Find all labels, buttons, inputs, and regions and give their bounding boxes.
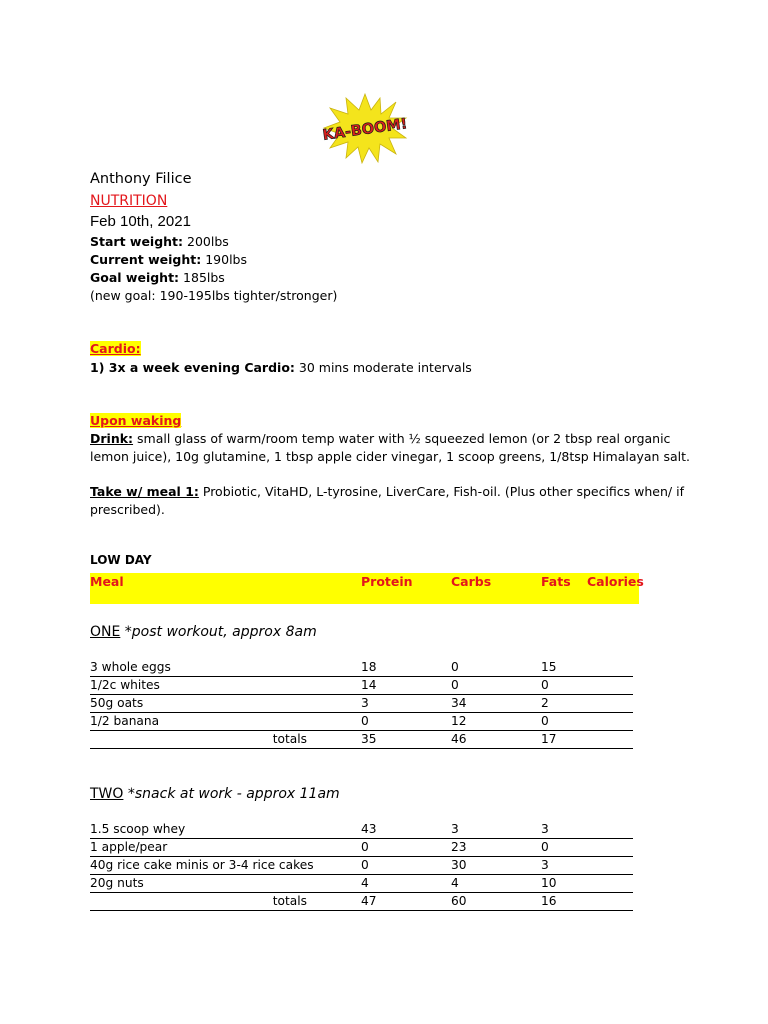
carbs-cell: 0 bbox=[451, 659, 541, 677]
current-weight-value: 190lbs bbox=[201, 252, 248, 267]
food-cell: 1.5 scoop whey bbox=[90, 821, 361, 839]
totals-carbs: 46 bbox=[451, 731, 541, 749]
meal-two-heading bbox=[90, 786, 340, 802]
carbs-cell: 3 bbox=[451, 821, 541, 839]
meal-header-bar bbox=[90, 573, 644, 604]
totals-fats: 17 bbox=[541, 731, 633, 749]
totals-protein: 47 bbox=[361, 893, 451, 911]
totals-protein: 35 bbox=[361, 731, 451, 749]
col-meal: Meal bbox=[90, 574, 124, 589]
totals-label: totals bbox=[90, 731, 361, 749]
fats-cell: 2 bbox=[541, 695, 633, 713]
table-row bbox=[90, 677, 633, 695]
food-cell: 1/2c whites bbox=[90, 677, 361, 695]
meal-two-number: TWO bbox=[90, 786, 124, 802]
table-row bbox=[90, 659, 633, 677]
table-row bbox=[90, 821, 633, 839]
fats-cell: 3 bbox=[541, 857, 633, 875]
meal-one-note: *post workout, approx 8am bbox=[120, 624, 317, 640]
start-weight-value: 200lbs bbox=[183, 234, 229, 249]
carbs-cell: 30 bbox=[451, 857, 541, 875]
table-row bbox=[90, 839, 633, 857]
food-cell: 50g oats bbox=[90, 695, 361, 713]
section-title: NUTRITION bbox=[90, 193, 168, 209]
food-cell: 3 whole eggs bbox=[90, 659, 361, 677]
protein-cell: 43 bbox=[361, 821, 451, 839]
client-name: Anthony Filice bbox=[90, 171, 192, 187]
waking-heading-text: Upon waking bbox=[90, 413, 182, 428]
totals-row bbox=[90, 893, 633, 911]
table-row bbox=[90, 713, 633, 731]
meal1-label: Take w/ meal 1: bbox=[90, 484, 199, 499]
plan-date: Feb 10th, 2021 bbox=[90, 213, 191, 230]
fats-cell: 0 bbox=[541, 713, 633, 731]
protein-cell: 18 bbox=[361, 659, 451, 677]
food-cell: 1/2 banana bbox=[90, 713, 361, 731]
col-carbs: Carbs bbox=[451, 574, 492, 589]
fats-cell: 0 bbox=[541, 839, 633, 857]
fats-cell: 3 bbox=[541, 821, 633, 839]
protein-cell: 4 bbox=[361, 875, 451, 893]
logo-text: KA-BOOM! bbox=[322, 116, 408, 144]
start-weight-label: Start weight: bbox=[90, 234, 184, 249]
drink-text: small glass of warm/room temp water with ½ squeezed lemon (or 2 tbsp real organic lemon juice), 10g glutamine, 1 tbsp apple cider vinegar, 1 scoop greens, 1/8tsp Himalayan salt. bbox=[90, 431, 690, 464]
meal-one-number: ONE bbox=[90, 624, 121, 640]
col-calories: Calories bbox=[587, 574, 644, 589]
protein-cell: 0 bbox=[361, 839, 451, 857]
carbs-cell: 0 bbox=[451, 677, 541, 695]
carbs-cell: 4 bbox=[451, 875, 541, 893]
fats-cell: 10 bbox=[541, 875, 633, 893]
kaboom-logo bbox=[322, 92, 408, 164]
table-row bbox=[90, 695, 633, 713]
col-fats: Fats bbox=[541, 574, 571, 589]
table-row bbox=[90, 857, 633, 875]
col-protein: Protein bbox=[361, 574, 413, 589]
new-goal: (new goal: 190-195lbs tighter/stronger) bbox=[90, 288, 338, 303]
goal-weight-label: Goal weight: bbox=[90, 270, 180, 285]
carbs-cell: 34 bbox=[451, 695, 541, 713]
cardio-item-value: 30 mins moderate intervals bbox=[294, 360, 472, 375]
totals-carbs: 60 bbox=[451, 893, 541, 911]
cardio-item-label: 1) 3x a week evening Cardio: bbox=[90, 360, 295, 375]
fats-cell: 15 bbox=[541, 659, 633, 677]
cardio-heading bbox=[90, 340, 141, 358]
totals-label: totals bbox=[90, 893, 361, 911]
carbs-cell: 12 bbox=[451, 713, 541, 731]
totals-fats: 16 bbox=[541, 893, 633, 911]
meal1-supplements bbox=[90, 483, 690, 518]
meal1-text: Probiotic, VitaHD, L-tyrosine, LiverCare, Fish-oil. (Plus other specifics when/ if prescribed). bbox=[90, 484, 684, 517]
fats-cell: 0 bbox=[541, 677, 633, 695]
meal-two-table bbox=[90, 821, 633, 911]
food-cell: 1 apple/pear bbox=[90, 839, 361, 857]
cardio-item bbox=[90, 359, 472, 377]
drink-label: Drink: bbox=[90, 431, 134, 446]
protein-cell: 14 bbox=[361, 677, 451, 695]
meal-two-note: *snack at work - approx 11am bbox=[123, 786, 340, 802]
food-cell: 20g nuts bbox=[90, 875, 361, 893]
protein-cell: 0 bbox=[361, 713, 451, 731]
protein-cell: 0 bbox=[361, 857, 451, 875]
day-type-label: LOW DAY bbox=[90, 553, 152, 567]
food-cell: 40g rice cake minis or 3-4 rice cakes bbox=[90, 857, 361, 875]
meal-one-table bbox=[90, 659, 633, 749]
meal-one-heading bbox=[90, 624, 317, 640]
current-weight bbox=[90, 251, 247, 269]
goal-weight bbox=[90, 269, 225, 287]
goal-weight-value: 185lbs bbox=[179, 270, 225, 285]
carbs-cell: 23 bbox=[451, 839, 541, 857]
start-weight bbox=[90, 233, 229, 251]
protein-cell: 3 bbox=[361, 695, 451, 713]
table-row bbox=[90, 875, 633, 893]
waking-heading bbox=[90, 412, 181, 430]
drink-paragraph bbox=[90, 430, 690, 465]
cardio-heading-text: Cardio: bbox=[90, 341, 141, 356]
totals-row bbox=[90, 731, 633, 749]
current-weight-label: Current weight: bbox=[90, 252, 202, 267]
